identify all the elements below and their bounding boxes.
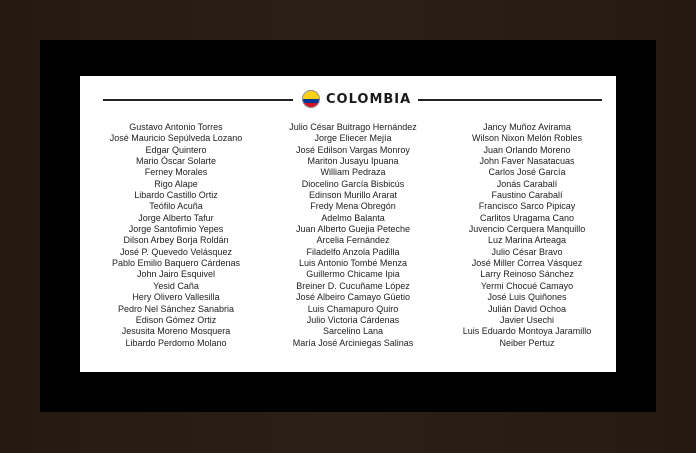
name-item: Guillermo Chicame Ipia <box>306 269 400 280</box>
names-column-1 <box>86 122 266 349</box>
header-rule-left <box>103 99 293 101</box>
name-item: Dilson Arbey Borja Roldán <box>123 235 229 246</box>
name-item: Teófilo Acuña <box>149 201 203 212</box>
header-rule-right <box>418 99 602 101</box>
name-item: Wilson Nixon Melón Robles <box>471 133 583 144</box>
name-item: Arcelia Fernández <box>316 235 390 246</box>
name-item: Jorge Santofimio Yepes <box>128 224 224 235</box>
name-item: Carlos José García <box>488 167 566 178</box>
name-item: Larry Reinoso Sánchez <box>480 269 574 280</box>
name-item: Julio Victoria Cárdenas <box>306 314 400 325</box>
name-item: Filadelfo Anzola Padilla <box>306 246 400 257</box>
name-item: John Jairo Esquivel <box>136 269 216 280</box>
name-item: José Albeiro Camayo Güetio <box>295 292 411 303</box>
name-item: Luis Eduardo Montoya Jaramillo <box>462 326 592 337</box>
name-item: Ferney Morales <box>144 167 208 178</box>
name-item: Edinson Murillo Ararat <box>308 190 398 201</box>
name-item: John Faver Nasatacuas <box>479 156 575 167</box>
name-item: María José Arciniegas Salinas <box>292 337 414 348</box>
name-item: Julián David Ochoa <box>487 303 567 314</box>
name-item: Faustino Carabalí <box>491 190 563 201</box>
names-column-3 <box>437 122 617 349</box>
name-item: Diocelino García Bisbicús <box>301 178 405 189</box>
name-item: Rigo Alape <box>154 178 198 189</box>
name-item: Adelmo Balanta <box>321 212 385 223</box>
name-item: Gustavo Antonio Torres <box>129 122 223 132</box>
name-item: Fredy Mena Obregón <box>310 201 396 212</box>
name-item: Jonás Carabalí <box>496 178 558 189</box>
name-item: Javier Usechi <box>499 314 555 325</box>
name-item: José Edilson Vargas Monroy <box>296 144 410 155</box>
name-item: José P. Quevedo Velásquez <box>120 246 232 257</box>
name-item: Edgar Quintero <box>145 144 207 155</box>
name-item: Juan Orlando Moreno <box>483 144 571 155</box>
name-item: William Pedraza <box>320 167 386 178</box>
name-item: Yesid Caña <box>153 280 199 291</box>
name-item: José Luis Quiñones <box>487 292 567 303</box>
name-item: Sarcelino Lana <box>322 326 384 337</box>
name-item: Breiner D. Cucuñame López <box>296 280 410 291</box>
name-item: Jancy Muñoz Avirama <box>483 122 571 132</box>
name-item: Jorge Eliecer Mejía <box>314 133 392 144</box>
name-item: José Miller Correa Vásquez <box>471 258 583 269</box>
name-item: Juan Alberto Guejia Peteche <box>295 224 411 235</box>
name-item: Francisco Sarco Pipicay <box>478 201 576 212</box>
country-title: COLOMBIA <box>326 92 412 107</box>
name-item: Mariton Jusayu Ipuana <box>307 156 399 167</box>
name-item: Neiber Pertuz <box>499 337 555 348</box>
name-item: Jesusita Moreno Mosquera <box>121 326 231 337</box>
name-item: Hery Olivero Vallesilla <box>132 292 220 303</box>
name-item: Luis Antonio Tombé Menza <box>299 258 407 269</box>
name-item: Mario Óscar Solarte <box>135 156 217 167</box>
names-panel <box>80 76 616 372</box>
name-item: Jorge Alberto Tafur <box>138 212 214 223</box>
flag-red-stripe <box>303 103 319 107</box>
name-item: Julio César Buitrago Hernández <box>289 122 417 132</box>
name-item: Luz Marina Arteaga <box>487 235 567 246</box>
section-header <box>80 88 616 112</box>
name-item: Pedro Nel Sánchez Sanabria <box>117 303 235 314</box>
name-item: José Mauricio Sepúlveda Lozano <box>109 133 243 144</box>
name-item: Libardo Perdomo Molano <box>125 337 227 348</box>
name-item: Juvencio Cerquera Manquillo <box>468 224 586 235</box>
flag-yellow-stripe <box>303 91 319 99</box>
name-item: Yermi Chocué Camayo <box>480 280 574 291</box>
name-item: Julio César Bravo <box>491 246 563 257</box>
name-item: Carlitos Uragama Cano <box>479 212 575 223</box>
names-column-2 <box>263 122 443 349</box>
name-item: Libardo Castillo Ortiz <box>134 190 218 201</box>
colombia-flag-icon <box>302 90 320 108</box>
name-item: Edison Gómez Ortiz <box>135 314 217 325</box>
name-item: Pablo Emilio Baquero Cárdenas <box>111 258 241 269</box>
name-item: Luis Chamapuro Quiro <box>307 303 399 314</box>
